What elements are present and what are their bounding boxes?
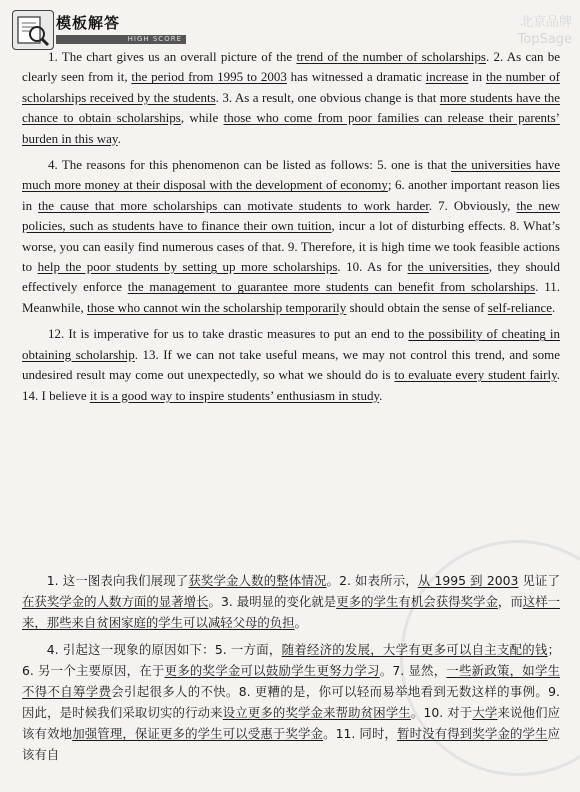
text-run: ，而 xyxy=(497,594,523,609)
text-run: . 10. As for xyxy=(337,259,408,275)
underlined-phrase: 这样一来，那些来自贫困家庭的学生可以减轻父母的负担 xyxy=(22,594,561,630)
text-run: 。7. 显然， xyxy=(379,663,447,678)
underlined-phrase: 一些新政策，如学生不得不自筹学费 xyxy=(22,663,561,699)
text-run: 4. 引起这一现象的原因如下：5. 一方面， xyxy=(46,642,282,657)
section-header xyxy=(12,8,212,48)
text-run: 4. The reasons for this phenomenon can be listed as follows: 5. one is that xyxy=(48,157,452,173)
watermark xyxy=(518,14,572,48)
text-run: ；6. 另一个主要原因，在于 xyxy=(22,642,561,678)
underlined-phrase: those who cannot win the scholarship temporarily xyxy=(86,299,347,315)
english-answer xyxy=(22,47,560,412)
underlined-phrase: the new policies, such as students have to finance their own tuition xyxy=(22,197,560,234)
underlined-phrase: to evaluate every student fairly xyxy=(394,367,557,383)
underlined-phrase: the possibility of cheating in obtaining scholarship xyxy=(22,326,560,362)
chinese-translation xyxy=(22,570,560,771)
underlined-phrase: the universities xyxy=(407,259,489,275)
text-run: should obtain the sense of xyxy=(346,299,488,315)
text-run: . xyxy=(117,130,121,146)
english-paragraph-3 xyxy=(22,324,560,406)
section-title: 模板解答 xyxy=(56,14,121,32)
text-run: . xyxy=(552,299,556,315)
text-run: 会引起很多人的不快。8. 更糟的是，你可以轻而易举地看到无数这样的事例。9. 因此，是时候我们采取切实的行动来 xyxy=(22,684,560,720)
text-run: 见证了 xyxy=(518,573,561,588)
text-run: 。11. 同时， xyxy=(323,726,398,741)
text-run: 1. The chart gives us an overall picture of the xyxy=(48,49,297,64)
section-subtitle: HIGH SCORE xyxy=(56,35,186,44)
chinese-paragraph-2 xyxy=(22,639,560,765)
underlined-phrase: 随着经济的发展，大学有更多可以自主支配的钱 xyxy=(281,642,548,657)
text-run: , while xyxy=(180,110,224,126)
underlined-phrase: the period from 1995 to 2003 xyxy=(131,69,287,85)
text-run: 。3. 最明显的变化就是 xyxy=(208,594,337,609)
text-run: 来说他们应该有效地 xyxy=(22,705,561,741)
text-run: 。 xyxy=(294,615,307,630)
underlined-phrase: trend of the number of scholarships xyxy=(296,49,486,64)
underlined-phrase: 从 1995 到 2003 xyxy=(417,573,519,588)
text-run: . 3. As a result, one obvious change is that xyxy=(215,89,440,105)
text-run: 1. 这一图表向我们展现了 xyxy=(46,573,189,588)
underlined-phrase: the universities have much more money at their disposal with the development of economy xyxy=(22,157,561,193)
chinese-paragraph-1 xyxy=(22,570,560,633)
underlined-phrase: 更多的奖学金可以鼓励学生更努力学习 xyxy=(164,663,380,678)
underlined-phrase: help the poor students by setting up more scholarships xyxy=(37,259,338,275)
underlined-phrase: 设立更多的奖学金来帮助贫困学生 xyxy=(222,705,411,720)
underlined-phrase: 更多的学生有机会获得奖学金 xyxy=(336,594,498,609)
text-run: in xyxy=(468,69,486,85)
text-run: 12. It is imperative for us to take drastic measures to put an end to xyxy=(48,326,409,342)
text-run: , they should effectively enforce xyxy=(22,259,560,295)
text-run: 应该有自 xyxy=(22,726,561,762)
underlined-phrase: more students have the chance to obtain scholarships xyxy=(22,89,560,126)
text-run: has witnessed a dramatic xyxy=(286,69,426,85)
text-run: 。2. 如表所示， xyxy=(326,573,418,588)
text-run: . xyxy=(379,387,383,403)
english-paragraph-1 xyxy=(22,47,560,149)
watermark-line2: TopSage xyxy=(517,32,572,47)
text-run: . 11. Meanwhile, xyxy=(22,279,560,315)
underlined-phrase: the number of scholarships received by the students xyxy=(22,69,560,105)
underlined-phrase: it is a good way to inspire students’ enthusiasm in study xyxy=(89,387,380,403)
underlined-phrase: those who come from poor families can release their parents’ burden in this way xyxy=(22,110,560,146)
underlined-phrase: the cause that more scholarships can motivate students to work harder xyxy=(38,197,429,213)
underlined-phrase: 加强管理，保证更多的学生可以受惠于奖学金 xyxy=(72,726,324,741)
underlined-phrase: 在获奖学金的人数方面的显著增长 xyxy=(22,594,209,609)
underlined-phrase: 获奖学金人数的整体情况 xyxy=(188,573,327,588)
underlined-phrase: self-reliance xyxy=(487,299,552,315)
text-run: . 14. I believe xyxy=(22,367,561,403)
text-run: . 13. If we can not take useful means, we may not control this trend, and some undesired result may come out unexpectedly, so what we should do is xyxy=(22,346,560,383)
underlined-phrase: the management to guarantee more students can benefit from scholarships xyxy=(127,279,536,295)
text-run: ; 6. another important reason lies in xyxy=(22,177,560,213)
underlined-phrase: 大学 xyxy=(472,705,498,720)
text-run: . 2. As can be clearly seen from it, xyxy=(22,49,561,85)
text-run: , incur a lot of disturbing effects. 8. What’s worse, you can easily find numerous cases of that. 9. Therefore, it is high time we took feasible actions to xyxy=(22,218,561,275)
underlined-phrase: 暂时没有得到奖学金的学生 xyxy=(397,726,548,741)
text-run: 。10. 对于 xyxy=(410,705,473,720)
english-paragraph-2 xyxy=(22,155,560,318)
magnifier-icon xyxy=(12,10,54,50)
watermark-line1: 北京品牌 xyxy=(519,15,572,30)
text-run: . 7. Obviously, xyxy=(428,197,517,213)
underlined-phrase: increase xyxy=(425,69,469,85)
